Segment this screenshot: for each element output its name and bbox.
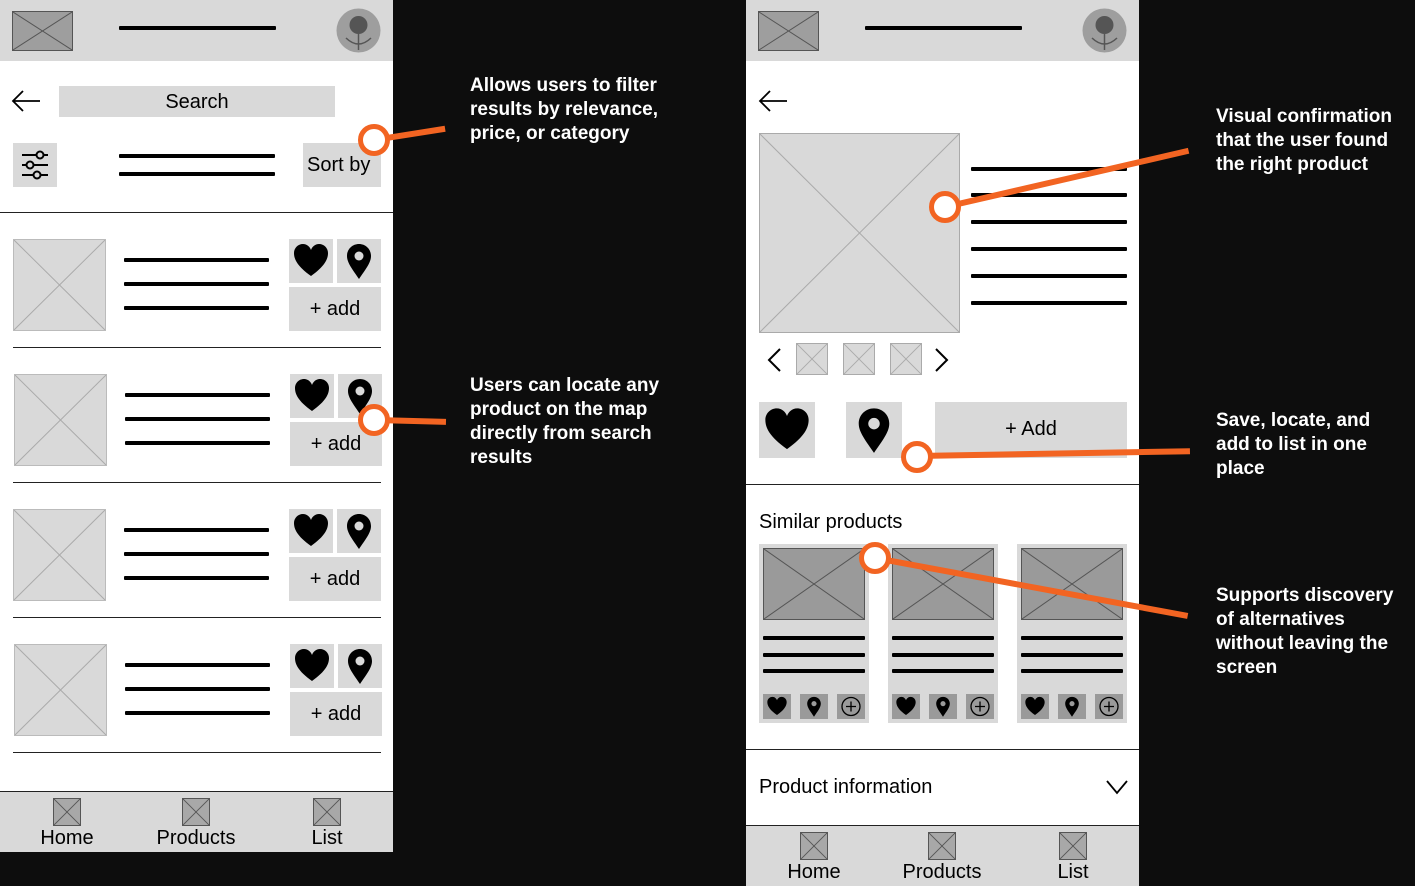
product-text-line xyxy=(124,258,269,262)
plus-circle-icon[interactable] xyxy=(966,694,994,719)
divider xyxy=(0,212,393,213)
products-icon xyxy=(928,832,956,860)
nav-item-home[interactable] xyxy=(17,796,117,852)
add-label: + add xyxy=(309,298,361,320)
nav-item-products[interactable] xyxy=(141,796,251,852)
bottom-nav xyxy=(746,825,1139,886)
heart-icon xyxy=(289,509,333,553)
product-screen xyxy=(746,0,1139,886)
home-icon xyxy=(800,832,828,860)
heart-icon[interactable] xyxy=(763,694,791,719)
product-text-line xyxy=(125,711,270,715)
list-item[interactable] xyxy=(0,360,393,495)
product-text-line xyxy=(125,663,270,667)
location-pin-icon[interactable] xyxy=(1058,694,1086,719)
thumbnail[interactable] xyxy=(890,343,922,375)
favorite-button[interactable] xyxy=(759,402,815,458)
product-main-image xyxy=(759,133,960,333)
filter-button[interactable] xyxy=(13,143,57,187)
arrow-left-icon[interactable] xyxy=(757,88,789,114)
nav-item-list[interactable] xyxy=(1033,830,1113,886)
list-icon xyxy=(1059,832,1087,860)
product-text-line xyxy=(124,552,269,556)
chevron-left-icon[interactable] xyxy=(764,346,784,374)
heart-icon[interactable] xyxy=(1021,694,1049,719)
similar-text-line xyxy=(763,669,865,673)
callout-marker xyxy=(929,191,961,223)
filter-summary-line xyxy=(119,172,275,176)
locate-button[interactable] xyxy=(338,644,382,688)
add-button[interactable] xyxy=(290,692,382,736)
similar-text-line xyxy=(892,636,994,640)
home-icon xyxy=(53,798,81,826)
similar-product-image xyxy=(892,548,994,620)
divider xyxy=(746,484,1139,485)
avatar-icon[interactable] xyxy=(1082,8,1127,53)
product-image-placeholder xyxy=(14,644,107,736)
avatar-icon[interactable] xyxy=(336,8,381,53)
list-item[interactable] xyxy=(0,225,393,360)
location-pin-icon xyxy=(338,644,382,688)
header-title-placeholder xyxy=(865,26,1022,30)
similar-text-line xyxy=(1021,669,1123,673)
thumbnail[interactable] xyxy=(843,343,875,375)
nav-label: List xyxy=(311,827,343,849)
similar-text-line xyxy=(892,669,994,673)
chevron-right-icon[interactable] xyxy=(932,346,952,374)
header-title-placeholder xyxy=(119,26,276,30)
location-pin-icon xyxy=(337,509,381,553)
heart-icon xyxy=(759,402,815,458)
add-label: + Add xyxy=(1005,418,1057,440)
divider xyxy=(13,347,381,348)
nav-label: Home xyxy=(787,861,841,883)
nav-label: Home xyxy=(40,827,94,849)
callout-marker xyxy=(358,124,390,156)
product-detail-line xyxy=(971,220,1127,224)
logo-placeholder xyxy=(12,11,73,51)
divider xyxy=(13,482,381,483)
logo-placeholder xyxy=(758,11,819,51)
bottom-nav xyxy=(0,791,393,852)
heart-icon xyxy=(290,374,334,418)
nav-item-products[interactable] xyxy=(887,830,997,886)
locate-button[interactable] xyxy=(846,402,902,458)
product-information-toggle[interactable] xyxy=(746,750,1139,825)
product-detail-line xyxy=(971,247,1127,251)
product-text-line xyxy=(125,417,270,421)
sort-label: Sort by xyxy=(307,154,371,176)
annotation-visual-confirmation: Visual confirmation that the user found the right product xyxy=(1216,106,1392,175)
product-detail-line xyxy=(971,274,1127,278)
nav-item-list[interactable] xyxy=(287,796,367,852)
list-icon xyxy=(313,798,341,826)
favorite-button[interactable] xyxy=(290,374,334,418)
favorite-button[interactable] xyxy=(290,644,334,688)
similar-text-line xyxy=(1021,636,1123,640)
nav-label: Products xyxy=(156,827,236,849)
result-list xyxy=(0,225,393,765)
add-button[interactable] xyxy=(289,287,381,331)
chevron-down-icon xyxy=(1105,777,1129,797)
divider xyxy=(13,752,381,753)
products-icon xyxy=(182,798,210,826)
location-pin-icon xyxy=(846,402,902,458)
product-text-line xyxy=(124,576,269,580)
list-item[interactable] xyxy=(0,630,393,765)
nav-item-home[interactable] xyxy=(764,830,864,886)
plus-circle-icon[interactable] xyxy=(837,694,865,719)
search-placeholder: Search xyxy=(165,91,229,113)
product-image-placeholder xyxy=(13,239,106,331)
favorite-button[interactable] xyxy=(289,239,333,283)
product-text-line xyxy=(125,393,270,397)
heart-icon xyxy=(290,644,334,688)
add-label: + add xyxy=(310,433,362,455)
product-image-placeholder xyxy=(14,374,107,466)
similar-products-title: Similar products xyxy=(759,511,903,533)
locate-button[interactable] xyxy=(337,509,381,553)
callout-marker xyxy=(901,441,933,473)
similar-text-line xyxy=(763,636,865,640)
product-text-line xyxy=(125,441,270,445)
product-text-line xyxy=(124,306,269,310)
location-pin-icon[interactable] xyxy=(800,694,828,719)
heart-icon[interactable] xyxy=(892,694,920,719)
product-image-placeholder xyxy=(13,509,106,601)
location-pin-icon[interactable] xyxy=(929,694,957,719)
callout-marker xyxy=(358,404,390,436)
add-label: + add xyxy=(310,703,362,725)
annotation-filter: Allows users to filter results by relevance, price, or category xyxy=(470,75,658,144)
nav-label: Products xyxy=(902,861,982,883)
similar-text-line xyxy=(763,653,865,657)
nav-label: List xyxy=(1057,861,1089,883)
add-label: + add xyxy=(309,568,361,590)
filter-summary-line xyxy=(119,154,275,158)
product-information-label: Product information xyxy=(759,776,933,798)
arrow-left-icon[interactable] xyxy=(10,88,42,114)
search-input[interactable] xyxy=(59,86,335,117)
add-button[interactable] xyxy=(289,557,381,601)
similar-product-card[interactable] xyxy=(759,544,869,723)
divider xyxy=(13,617,381,618)
callout-marker xyxy=(859,542,891,574)
plus-circle-icon[interactable] xyxy=(1095,694,1123,719)
search-screen xyxy=(0,0,393,852)
similar-product-card[interactable] xyxy=(1017,544,1127,723)
similar-text-line xyxy=(892,653,994,657)
list-item[interactable] xyxy=(0,495,393,630)
product-text-line xyxy=(124,282,269,286)
location-pin-icon xyxy=(337,239,381,283)
favorite-button[interactable] xyxy=(289,509,333,553)
annotation-save-locate-add: Save, locate, and add to list in one place xyxy=(1216,410,1371,479)
locate-button[interactable] xyxy=(337,239,381,283)
heart-icon xyxy=(289,239,333,283)
similar-text-line xyxy=(1021,653,1123,657)
annotation-similar-products: Supports discovery of alternatives without leaving the screen xyxy=(1216,585,1394,678)
similar-product-image xyxy=(763,548,865,620)
filter-icon xyxy=(13,143,57,187)
thumbnail[interactable] xyxy=(796,343,828,375)
product-text-line xyxy=(124,528,269,532)
annotation-locate: Users can locate any product on the map directly from search results xyxy=(470,375,660,468)
product-text-line xyxy=(125,687,270,691)
product-detail-line xyxy=(971,301,1127,305)
